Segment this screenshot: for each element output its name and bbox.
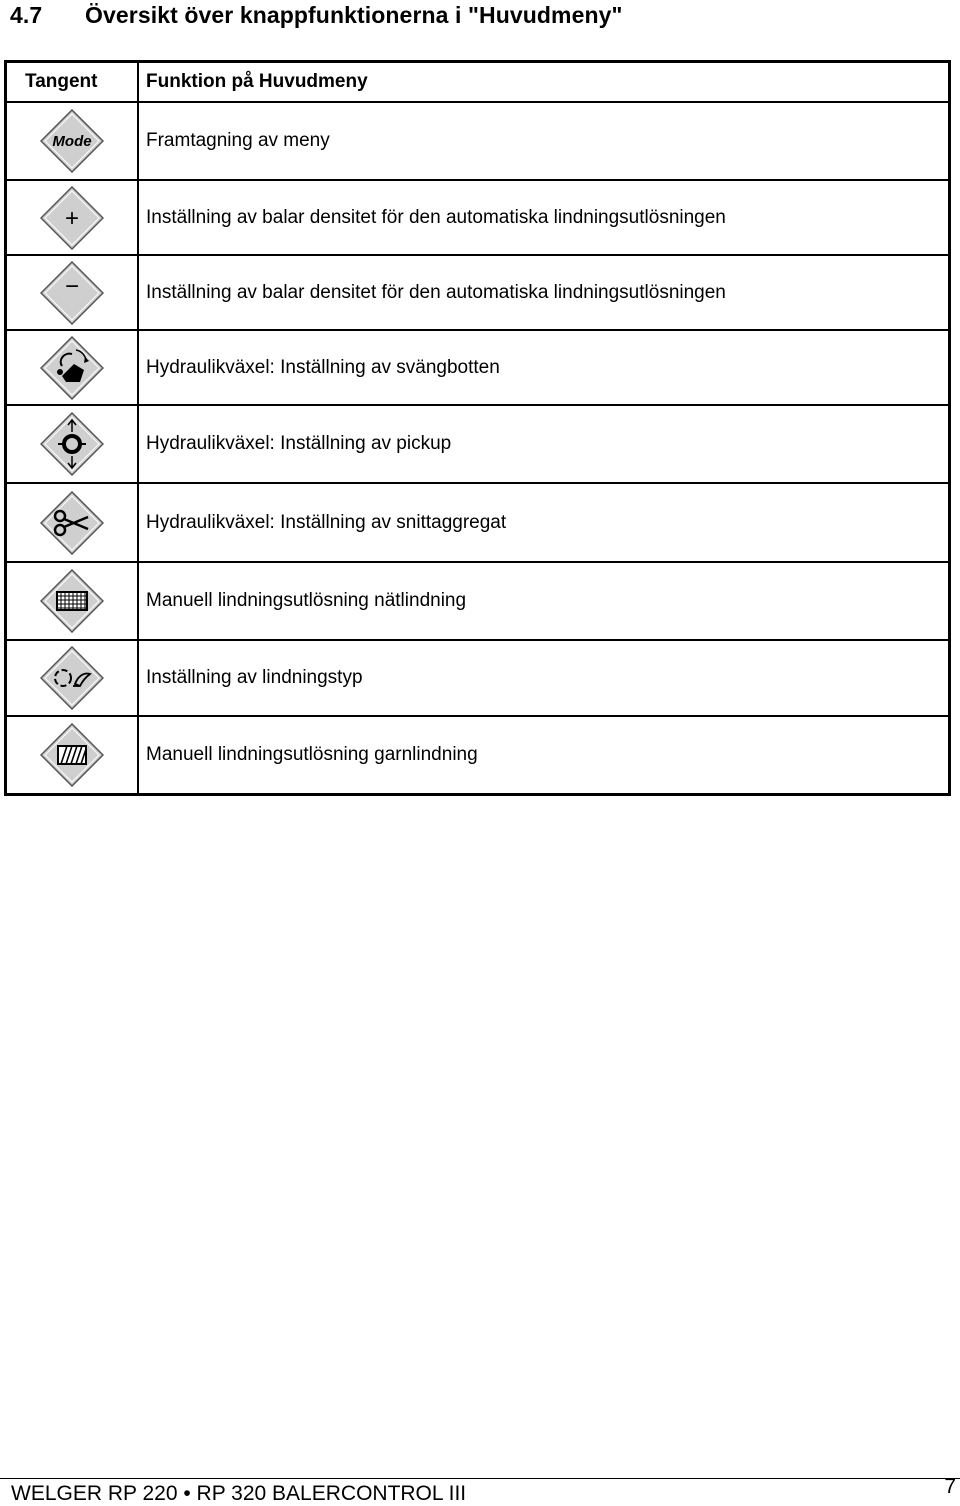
key-cell (6, 640, 139, 716)
key-cell (6, 716, 139, 794)
function-cell: Manuell lindningsutlösning garnlindning (138, 716, 950, 794)
wrap-type-key-icon (40, 646, 104, 710)
mode-key-label: Mode (52, 133, 92, 150)
table-row (6, 102, 950, 180)
minus-key-icon (40, 261, 104, 325)
minus-key-label: − (64, 272, 80, 300)
column-header-key: Tangent (6, 62, 139, 103)
twine-wrap-key-icon (40, 723, 104, 787)
section-number: 4.7 (10, 2, 43, 28)
key-function-table (4, 60, 951, 796)
key-cell (6, 180, 139, 255)
pickup-key-icon (40, 412, 104, 476)
key-cell (6, 483, 139, 562)
function-cell: Inställning av balar densitet för den automatiska lindningsutlösningen (138, 255, 950, 330)
key-cell (6, 255, 139, 330)
function-cell: Hydraulikväxel: Inställning av pickup (138, 405, 950, 483)
function-cell: Hydraulikväxel: Inställning av snittaggregat (138, 483, 950, 562)
key-cell (6, 562, 139, 640)
function-cell: Manuell lindningsutlösning nätlindning (138, 562, 950, 640)
footer-product: WELGER RP 220 • RP 320 BALERCONTROL III (11, 1482, 467, 1505)
table-row (6, 562, 950, 640)
function-cell: Inställning av balar densitet för den automatiska lindningsutlösningen (138, 180, 950, 255)
page-number: 7 (944, 1475, 956, 1498)
swing-bottom-key-icon (40, 336, 104, 400)
mode-key-icon (40, 109, 104, 173)
table-row (6, 330, 950, 405)
plus-key-icon (40, 186, 104, 250)
net-wrap-key-icon (40, 569, 104, 633)
key-cell (6, 102, 139, 180)
table-row (6, 716, 950, 794)
function-cell: Hydraulikväxel: Inställning av svängbotten (138, 330, 950, 405)
section-heading (10, 2, 623, 29)
key-cell (6, 330, 139, 405)
table-row (6, 255, 950, 330)
table-row (6, 640, 950, 716)
table-row (6, 405, 950, 483)
page-footer (0, 1475, 960, 1505)
function-cell: Framtagning av meny (138, 102, 950, 180)
column-header-function: Funktion på Huvudmeny (138, 62, 950, 103)
plus-key-label: + (64, 204, 80, 232)
table-row (6, 483, 950, 562)
function-cell: Inställning av lindningstyp (138, 640, 950, 716)
key-cell (6, 405, 139, 483)
scissors-key-icon (40, 491, 104, 555)
table-row (6, 180, 950, 255)
section-title: Översikt över knappfunktionerna i "Huvudmeny" (85, 2, 623, 28)
table-header-row (6, 62, 950, 103)
